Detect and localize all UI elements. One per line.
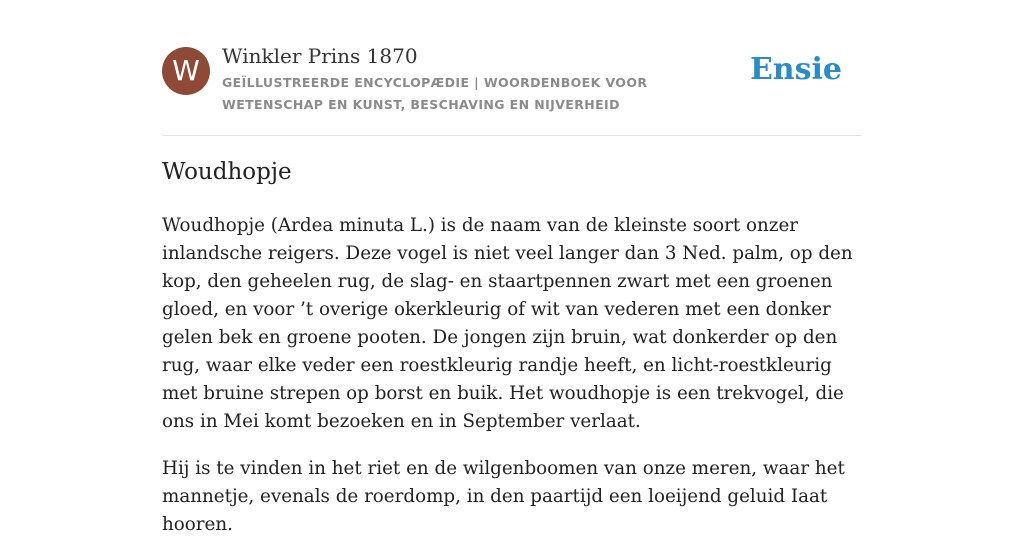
- source-subtitle: GEÏLLUSTREERDE ENCYCLOPÆDIE | WOORDENBOEK VOOR WETENSCHAP EN KUNST, BESCHAVING EN NIJVERHEID: [222, 75, 648, 112]
- page: [162, 0, 862, 535]
- article-body: [162, 212, 862, 558]
- article-title: Woudhopje: [162, 159, 292, 185]
- article-paragraph: Woudhopje (Ardea minuta L.) is de naam van de kleinste soort onzer inlandsche reigers. Deze vogel is niet veel langer dan 3 Ned. palm, op den kop, den geheelen rug, de slag- en staartpennen zwart met een groenen gloed, en voor ’t overige okerkleurig of wit van vederen met een donker gelen bek en groene pooten. De jongen zijn bruin, wat donkerder op den rug, waar elke veder een roestkleurig randje heeft, en licht-roestkleurig met bruine strepen op borst en buik. Het woudhopje is een trekvogel, die ons in Mei komt bezoeken en in September verlaat.: [162, 215, 853, 432]
- article-paragraph: Hij is te vinden in het riet en de wilgenboomen van onze meren, waar het mannetje, evenals de roerdomp, in den paartijd een loeijend geluid Iaat hooren.: [162, 458, 845, 535]
- source-title[interactable]: Winkler Prins 1870: [222, 44, 418, 68]
- header: [162, 0, 862, 136]
- avatar[interactable]: W: [162, 47, 210, 95]
- ensie-logo-link[interactable]: Ensie: [749, 52, 842, 87]
